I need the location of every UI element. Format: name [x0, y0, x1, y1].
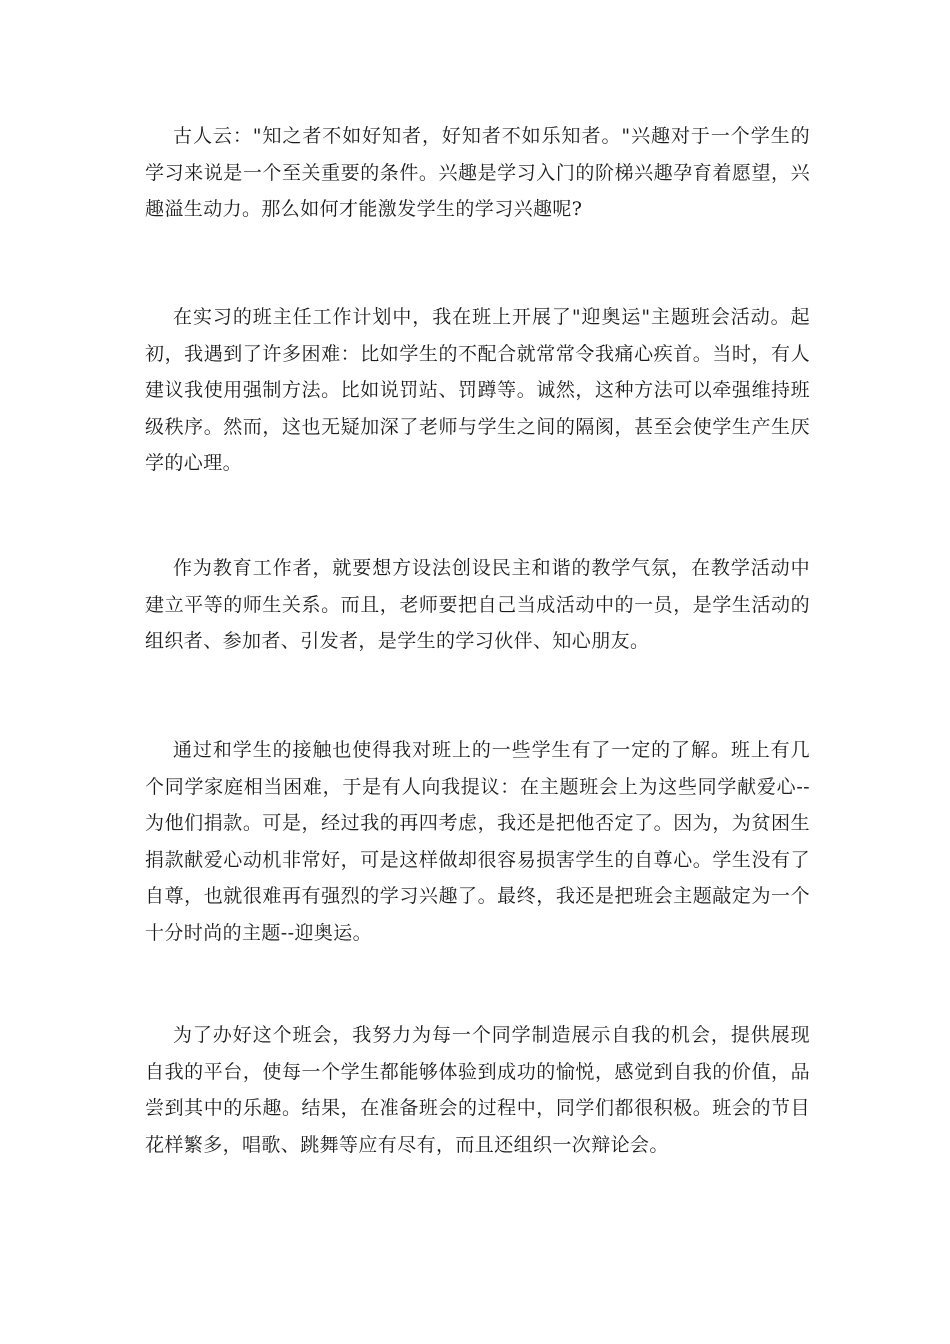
paragraph-4: 通过和学生的接触也使得我对班上的一些学生有了一定的了解。班上有几个同学家庭相当困难，于是有人向我提议：在主题班会上为这些同学献爱心--为他们捐款。可是，经过我的再四考虑，我还是把他否定了。因为，为贫困生捐款献爱心动机非常好，可是这样做却很容易损害学生的自尊心。学生没有了自尊，也就很难再有强烈的学习兴趣了。最终，我还是把班会主题敲定为一个十分时尚的主题--迎奥运。 [145, 739, 810, 944]
paragraph-2: 在实习的班主任工作计划中，我在班上开展了"迎奥运"主题班会活动。起初，我遇到了许多困难：比如学生的不配合就常常令我痛心疾首。当时，有人建议我使用强制方法。比如说罚站、罚蹲等。诚然，这种方法可以牵强维持班级秩序。然而，这也无疑加深了老师与学生之间的隔阂，甚至会使学生产生厌学的心理。 [145, 306, 810, 474]
paragraph-1: 古人云："知之者不如好知者，好知者不如乐知者。"兴趣对于一个学生的学习来说是一个至关重要的条件。兴趣是学习入门的阶梯兴趣孕育着愿望，兴趣溢生动力。那么如何才能激发学生的学习兴趣呢? [145, 125, 810, 220]
paragraph-3: 作为教育工作者，就要想方设法创设民主和谐的教学气氛，在教学活动中建立平等的师生关系。而且，老师要把自己当成活动中的一员，是学生活动的组织者、参加者、引发者，是学生的学习伙伴、知心朋友。 [145, 557, 810, 652]
paragraph-5: 为了办好这个班会，我努力为每一个同学制造展示自我的机会，提供展现自我的平台，使每一个学生都能够体验到成功的愉悦，感觉到自我的价值，品尝到其中的乐趣。结果，在准备班会的过程中，同学们都很积极。班会的节目花样繁多，唱歌、跳舞等应有尽有，而且还组织一次辩论会。 [145, 1024, 810, 1156]
